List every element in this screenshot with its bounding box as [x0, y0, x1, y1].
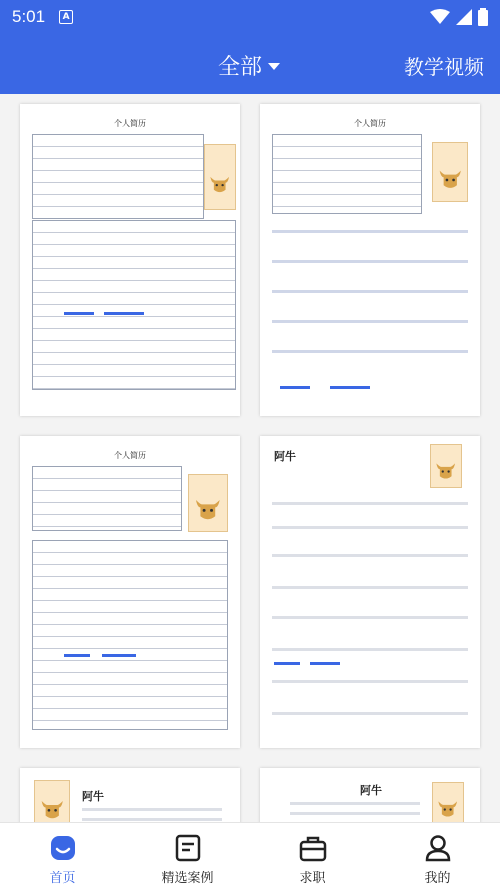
skill-bar — [104, 312, 144, 315]
template-grid — [0, 94, 500, 822]
bull-mascot-icon — [193, 487, 223, 531]
tutorial-video-button[interactable]: 教学视频 — [404, 55, 484, 79]
signal-icon — [456, 9, 472, 25]
nav-jobs[interactable] — [250, 823, 375, 888]
resume-table — [32, 540, 228, 730]
battery-icon — [478, 8, 488, 26]
nav-label: 我的 — [424, 871, 451, 886]
section-divider — [272, 350, 468, 353]
avatar-photo — [430, 444, 462, 488]
nav-home[interactable] — [0, 823, 125, 888]
resume-name: 阿牛 — [360, 784, 382, 797]
document-icon — [173, 833, 203, 863]
home-icon — [48, 833, 78, 863]
resume-table — [32, 134, 204, 219]
wifi-icon — [430, 9, 450, 25]
section-divider — [272, 680, 468, 683]
section-divider — [272, 616, 468, 619]
avatar-photo — [432, 782, 464, 822]
resume-template-card[interactable] — [260, 768, 480, 822]
resume-name: 阿牛 — [274, 450, 296, 463]
bull-mascot-icon — [208, 159, 231, 209]
resume-table — [32, 466, 182, 531]
section-divider — [290, 812, 420, 815]
avatar-photo — [432, 142, 468, 202]
avatar-photo — [188, 474, 228, 532]
category-filter[interactable] — [218, 50, 280, 81]
resume-template-card[interactable] — [20, 768, 240, 822]
resume-table — [32, 220, 236, 390]
bottom-navigation — [0, 822, 500, 888]
bull-mascot-icon — [434, 454, 457, 487]
resume-table — [272, 134, 422, 214]
skill-bar — [102, 654, 136, 657]
bull-mascot-icon — [436, 792, 459, 822]
nav-label: 首页 — [49, 871, 76, 886]
card-title: 个人简历 — [114, 119, 146, 128]
bull-mascot-icon — [437, 156, 464, 201]
resume-template-card[interactable] — [20, 104, 240, 416]
status-bar — [0, 0, 500, 34]
a-icon: A — [59, 10, 73, 24]
resume-template-card[interactable] — [260, 104, 480, 416]
briefcase-icon — [298, 833, 328, 863]
nav-cases[interactable] — [125, 823, 250, 888]
nav-label: 求职 — [299, 871, 326, 886]
section-divider — [272, 260, 468, 263]
bull-mascot-icon — [39, 791, 66, 822]
section-divider — [272, 526, 468, 529]
section-divider — [82, 818, 222, 821]
caret-down-icon — [268, 63, 280, 70]
skill-bar — [274, 662, 300, 665]
nav-label: 精选案例 — [161, 871, 214, 886]
section-divider — [272, 290, 468, 293]
section-divider — [272, 554, 468, 557]
filter-label: 全部 — [218, 55, 263, 80]
skill-bar — [310, 662, 340, 665]
section-divider — [82, 808, 222, 811]
avatar-photo — [204, 144, 236, 210]
section-divider — [272, 320, 468, 323]
nav-profile[interactable] — [375, 823, 500, 888]
resume-name: 阿牛 — [82, 790, 104, 803]
section-divider — [272, 230, 468, 233]
skill-bar — [330, 386, 370, 389]
app-bar — [0, 34, 500, 94]
section-divider — [272, 586, 468, 589]
avatar-photo — [34, 780, 70, 822]
status-time: 5:01 — [12, 7, 46, 26]
section-divider — [290, 802, 420, 805]
resume-template-card[interactable] — [260, 436, 480, 748]
section-divider — [272, 648, 468, 651]
resume-template-card[interactable] — [20, 436, 240, 748]
skill-bar — [64, 312, 94, 315]
card-title: 个人简历 — [354, 119, 386, 128]
section-divider — [272, 502, 468, 505]
card-title: 个人简历 — [114, 451, 146, 460]
skill-bar — [64, 654, 90, 657]
section-divider — [272, 712, 468, 715]
skill-bar — [280, 386, 310, 389]
user-icon — [423, 833, 453, 863]
